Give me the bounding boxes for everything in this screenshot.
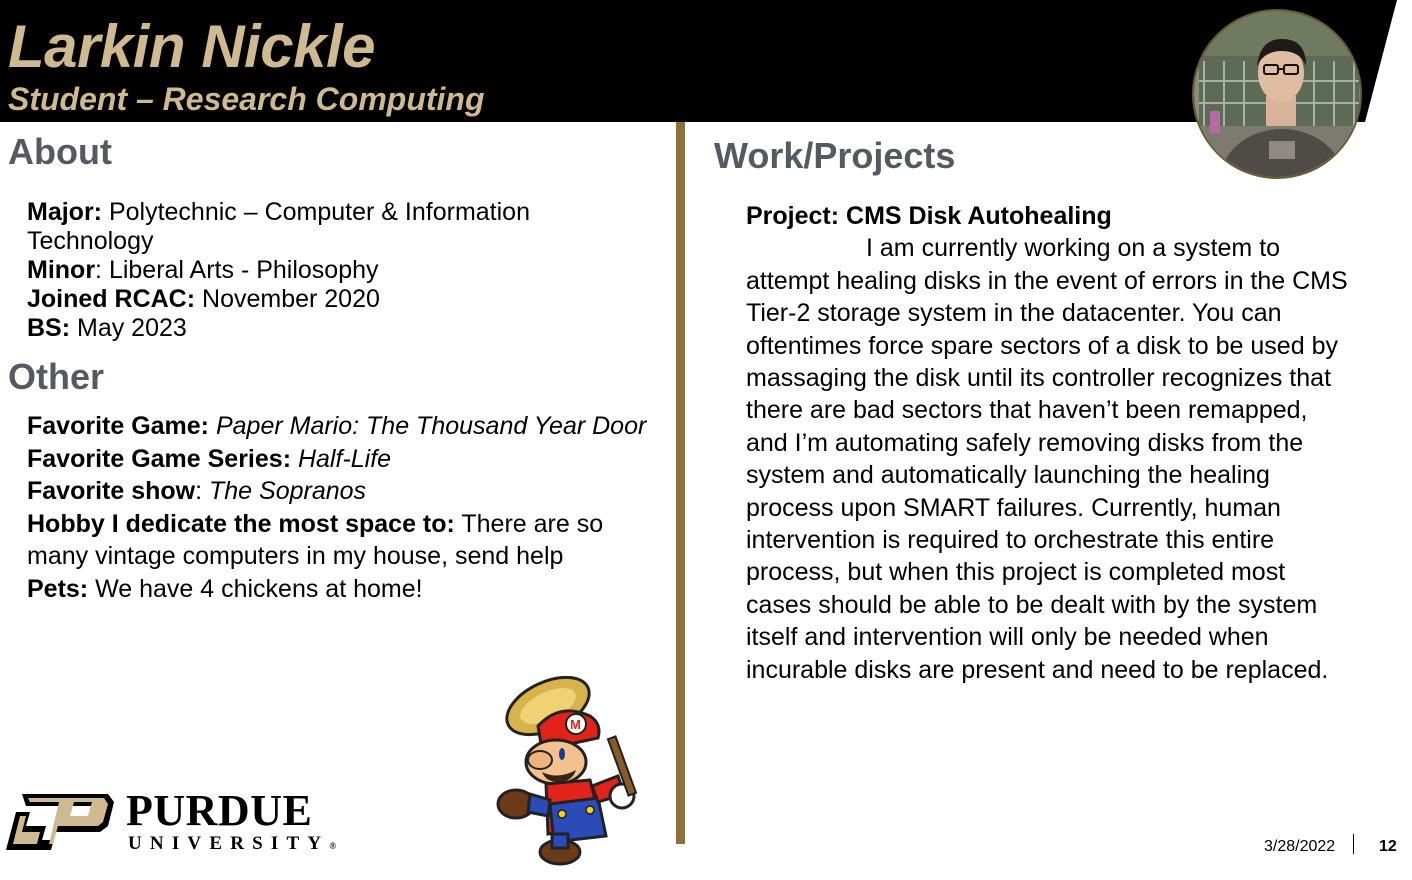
other-heading: Other — [8, 356, 105, 397]
logo-registered-mark: ® — [329, 841, 337, 851]
work-heading: Work/Projects — [714, 135, 956, 176]
other-list — [27, 410, 647, 605]
other-pets: Pets: We have 4 chickens at home! — [27, 574, 423, 603]
about-heading: About — [8, 131, 112, 172]
paper-mario-icon — [490, 676, 640, 868]
about-list — [27, 198, 647, 343]
about-major: Major: Polytechnic – Computer & Information Technology — [27, 198, 530, 255]
project-title: Project: CMS Disk Autohealing — [746, 202, 1112, 230]
person-name: Larkin Nickle — [8, 13, 376, 80]
footer-separator — [1353, 834, 1354, 854]
project-block — [746, 200, 1356, 686]
other-favorite-show: Favorite show: The Sopranos — [27, 477, 367, 505]
project-description: I am currently working on a system to attempt healing disks in the event of errors in the CMS Tier-2 storage system in the datacenter. You can oftentimes force spare sectors of a disk to be used by massaging the disk until its controller recognizes that there are bad sectors that haven’t been remapped, and I’m automating safely removing disks from the system and automatically launching the healing process upon SMART failures. Currently, human intervention is required to orchestrate this entire process, but when this project is completed most cases should be able to be dealt with by the system itself and intervention will only be needed when incurable disks are present and need to be replaced. — [746, 234, 1348, 684]
other-favorite-game: Favorite Game: Paper Mario: The Thousand Year Door — [27, 412, 647, 440]
column-divider — [676, 122, 685, 844]
about-degree: BS: May 2023 — [27, 314, 187, 342]
page-number: 12 — [1379, 838, 1397, 855]
svg-text:M: M — [570, 717, 581, 732]
logo-subtitle: UNIVERSITY® — [128, 833, 337, 854]
purdue-p-logo-icon — [4, 792, 116, 852]
about-joined: Joined RCAC: November 2020 — [27, 285, 380, 313]
other-hobby: Hobby I dedicate the most space to: There are so many vintage computers in my house, send help — [27, 509, 604, 570]
profile-photo — [1192, 9, 1362, 179]
about-minor: Minor: Liberal Arts - Philosophy — [27, 256, 379, 284]
logo-wordmark: PURDUE — [126, 786, 313, 835]
other-favorite-series: Favorite Game Series: Half-Life — [27, 444, 392, 473]
person-role: Student – Research Computing — [8, 81, 485, 117]
footer-date: 3/28/2022 — [1264, 838, 1336, 855]
